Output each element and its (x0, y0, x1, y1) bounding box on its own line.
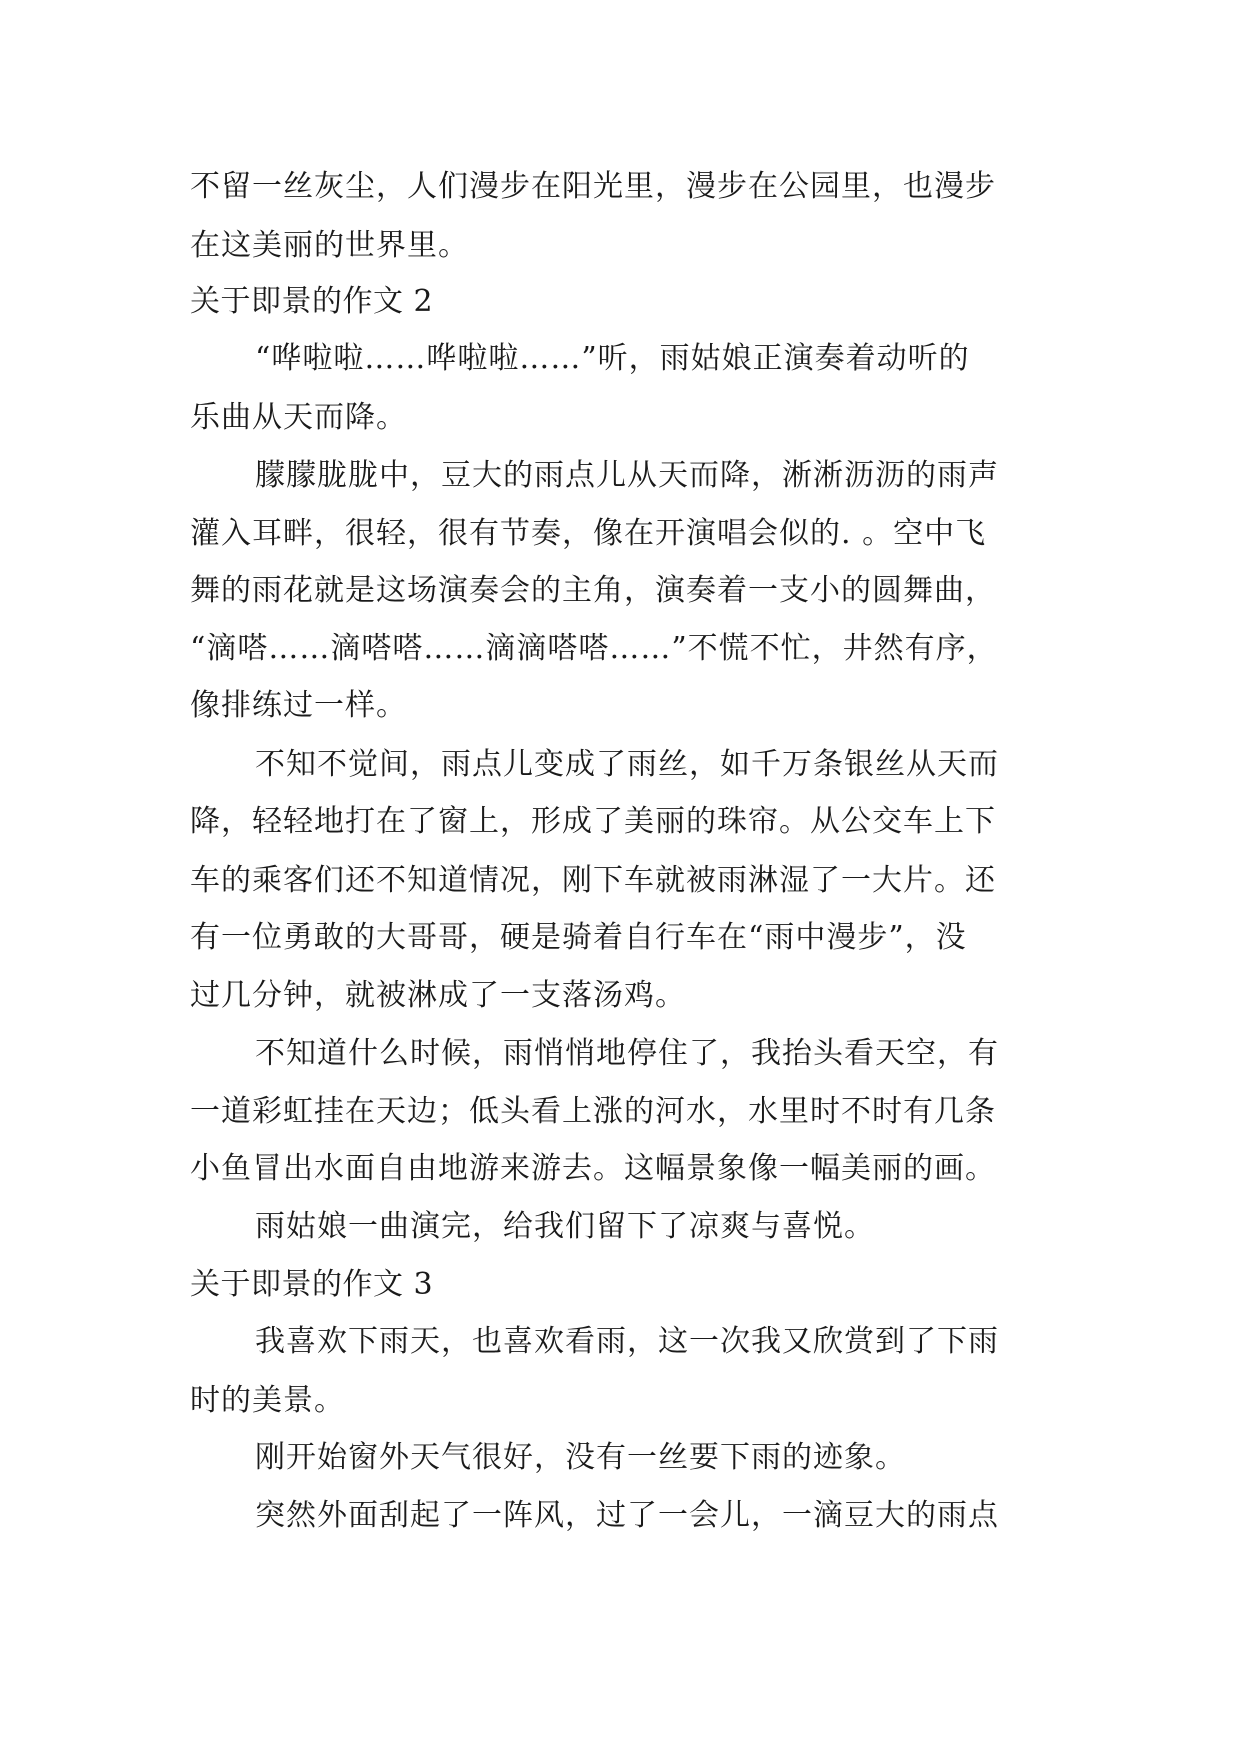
body-line: 车的乘客们还不知道情况，刚下车就被雨淋湿了一大片。还 (190, 863, 996, 898)
body-line: 过几分钟，就被淋成了一支落汤鸡。 (190, 978, 686, 1013)
body-line: 小鱼冒出水面自由地游来游去。这幅景象像一幅美丽的画。 (190, 1151, 996, 1186)
body-line: 乐曲从天而降。 (190, 400, 407, 435)
body-line: 舞的雨花就是这场演奏会的主角，演奏着一支小的圆舞曲， (190, 573, 996, 608)
paragraph-first-line: 雨姑娘一曲演完，给我们留下了凉爽与喜悦。 (255, 1209, 875, 1244)
paragraph-first-line: 我喜欢下雨天，也喜欢看雨，这一次我又欣赏到了下雨 (255, 1324, 999, 1359)
body-line: 不留一丝灰尘，人们漫步在阳光里，漫步在公园里，也漫步 (190, 169, 996, 204)
body-line: 一道彩虹挂在天边；低头看上涨的河水，水里时不时有几条 (190, 1094, 996, 1129)
section-heading: 关于即景的作文 2 (190, 284, 434, 319)
paragraph-first-line: 不知道什么时候，雨悄悄地停住了，我抬头看天空，有 (255, 1036, 999, 1071)
section-heading: 关于即景的作文 3 (190, 1267, 434, 1302)
paragraph-first-line: 突然外面刮起了一阵风，过了一会儿，一滴豆大的雨点 (255, 1498, 999, 1533)
paragraph-first-line: “哗啦啦……哗啦啦……”听，雨姑娘正演奏着动听的 (255, 341, 970, 376)
body-line: 在这美丽的世界里。 (190, 228, 469, 263)
body-line: 时的美景。 (190, 1383, 345, 1418)
body-line: 灌入耳畔，很轻，很有节奏，像在开演唱会似的. 。空中飞 (190, 516, 987, 551)
paragraph-first-line: 刚开始窗外天气很好，没有一丝要下雨的迹象。 (255, 1440, 906, 1475)
body-line: “滴嗒……滴嗒嗒……滴滴嗒嗒……”不慌不忙，井然有序， (190, 631, 998, 666)
body-line: 有一位勇敢的大哥哥，硬是骑着自行车在“雨中漫步”，没 (190, 920, 967, 955)
body-line: 像排练过一样。 (190, 688, 407, 723)
paragraph-first-line: 不知不觉间，雨点儿变成了雨丝，如千万条银丝从天而 (255, 747, 999, 782)
paragraph-first-line: 朦朦胧胧中，豆大的雨点儿从天而降，淅淅沥沥的雨声 (255, 458, 999, 493)
body-line: 降，轻轻地打在了窗上，形成了美丽的珠帘。从公交车上下 (190, 804, 996, 839)
